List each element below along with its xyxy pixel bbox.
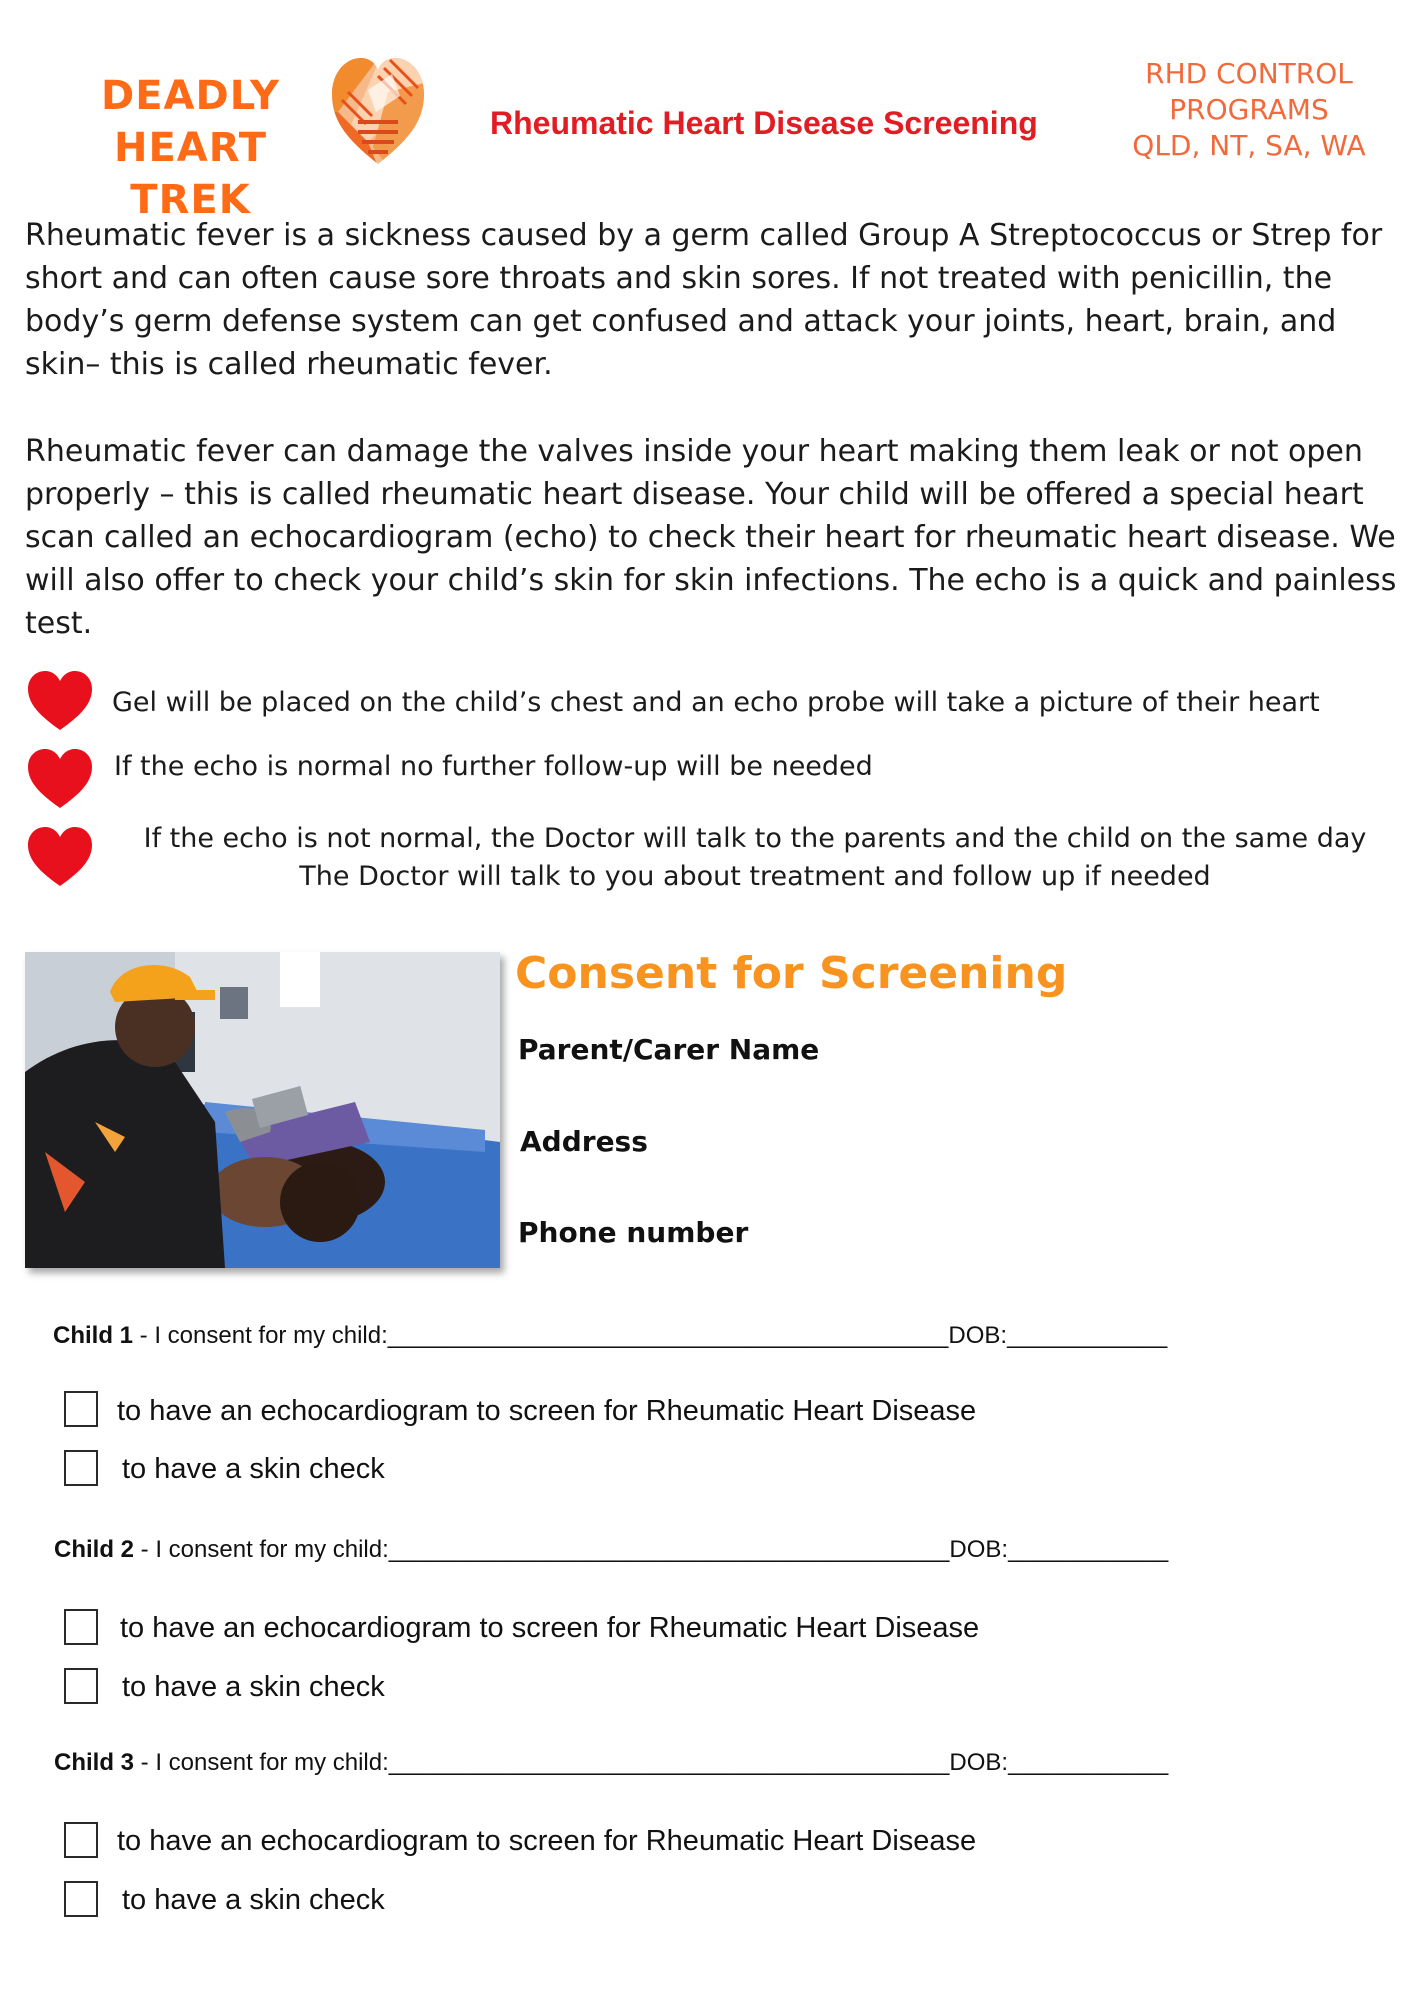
screening-photo xyxy=(25,952,500,1268)
child-1-dob-field[interactable]: DOB:____________ xyxy=(948,1322,1168,1349)
deadly-heart-trek-logo-text xyxy=(48,70,333,226)
child-1-skin-label: to have a skin check xyxy=(122,1453,385,1485)
child-2-label: Child 2 xyxy=(54,1536,135,1563)
intro-paragraph-1: Rheumatic fever is a sickness caused by a germ called Group A Streptococcus or Strep for short and can often cause sore throats and skin sores. If not treated with penicillin, the body’s germ defense system can get confused and attack your joints, heart, brain, and skin– this is called rheumatic fever. xyxy=(25,218,1383,382)
child-3-echo-label: to have an echocardiogram to screen for Rheumatic Heart Disease xyxy=(117,1825,977,1857)
child-consent-text: - I consent for my child: xyxy=(134,1536,389,1563)
programs-line-3: QLD, NT, SA, WA xyxy=(1132,129,1366,162)
child-3-skin-checkbox[interactable] xyxy=(64,1881,98,1917)
parent-carer-name-label: Parent/Carer Name xyxy=(518,1033,820,1066)
heart-bullet-icon xyxy=(26,748,94,810)
screening-photo-illustration xyxy=(25,952,500,1268)
child-1-label: Child 1 xyxy=(53,1322,134,1349)
child-2-name-field[interactable]: __________________________________________ xyxy=(388,1536,950,1563)
logo-line-2: TREK xyxy=(130,177,251,223)
child-2-skin-checkbox[interactable] xyxy=(64,1668,98,1704)
child-2-dob-field[interactable]: DOB:____________ xyxy=(949,1536,1169,1563)
bullet-text-3-line-2: The Doctor will talk to you about treatment and follow up if needed xyxy=(299,861,1211,892)
child-2-consent-line xyxy=(54,1536,1168,1564)
child-1-echo-checkbox[interactable] xyxy=(64,1391,98,1427)
heart-bullet-icon xyxy=(26,826,94,888)
intro-paragraph-2: Rheumatic fever can damage the valves inside your heart making them leak or not open properly – this is called rheumatic heart disease. Your child will be offered a special heart scan called an echocardiogram (echo) to check their heart for rheumatic heart disease. We will also offer to check your child’s skin for skin infections. The echo is a quick and painless test. xyxy=(25,434,1397,641)
bullet-text-3-line-1: If the echo is not normal, the Doctor will talk to the parents and the child on the same day xyxy=(143,823,1367,854)
rhd-control-programs-label xyxy=(1118,56,1380,164)
bullet-text-3 xyxy=(110,820,1400,896)
child-2-skin-label: to have a skin check xyxy=(122,1671,385,1703)
child-2-echo-checkbox[interactable] xyxy=(64,1609,98,1645)
child-3-label: Child 3 xyxy=(54,1749,135,1776)
child-3-echo-checkbox[interactable] xyxy=(64,1822,98,1858)
child-3-skin-label: to have a skin check xyxy=(122,1884,385,1916)
programs-line-2: PROGRAMS xyxy=(1169,93,1329,126)
address-label: Address xyxy=(520,1125,648,1158)
bullet-text-1: Gel will be placed on the child’s chest and an echo probe will take a picture of their heart xyxy=(112,687,1320,718)
phone-number-label: Phone number xyxy=(518,1216,749,1249)
programs-line-1: RHD CONTROL xyxy=(1145,57,1353,90)
child-1-echo-label: to have an echocardiogram to screen for Rheumatic Heart Disease xyxy=(117,1395,977,1427)
child-1-consent-line xyxy=(53,1322,1167,1350)
heart-bullet-icon xyxy=(26,670,94,732)
child-3-name-field[interactable]: __________________________________________ xyxy=(388,1749,950,1776)
child-consent-text: - I consent for my child: xyxy=(133,1322,388,1349)
bullet-text-2: If the echo is normal no further follow-up will be needed xyxy=(114,751,873,782)
patterned-heart-icon xyxy=(328,52,428,167)
child-1-skin-checkbox[interactable] xyxy=(64,1450,98,1486)
consent-heading: Consent for Screening xyxy=(515,948,1068,999)
child-3-dob-field[interactable]: DOB:____________ xyxy=(949,1749,1169,1776)
child-1-name-field[interactable]: __________________________________________ xyxy=(387,1322,949,1349)
child-3-consent-line xyxy=(54,1749,1168,1777)
document-title: Rheumatic Heart Disease Screening xyxy=(490,105,1038,141)
logo-line-1: DEADLY HEART xyxy=(101,73,280,171)
child-consent-text: - I consent for my child: xyxy=(134,1749,389,1776)
child-2-echo-label: to have an echocardiogram to screen for Rheumatic Heart Disease xyxy=(120,1612,980,1644)
